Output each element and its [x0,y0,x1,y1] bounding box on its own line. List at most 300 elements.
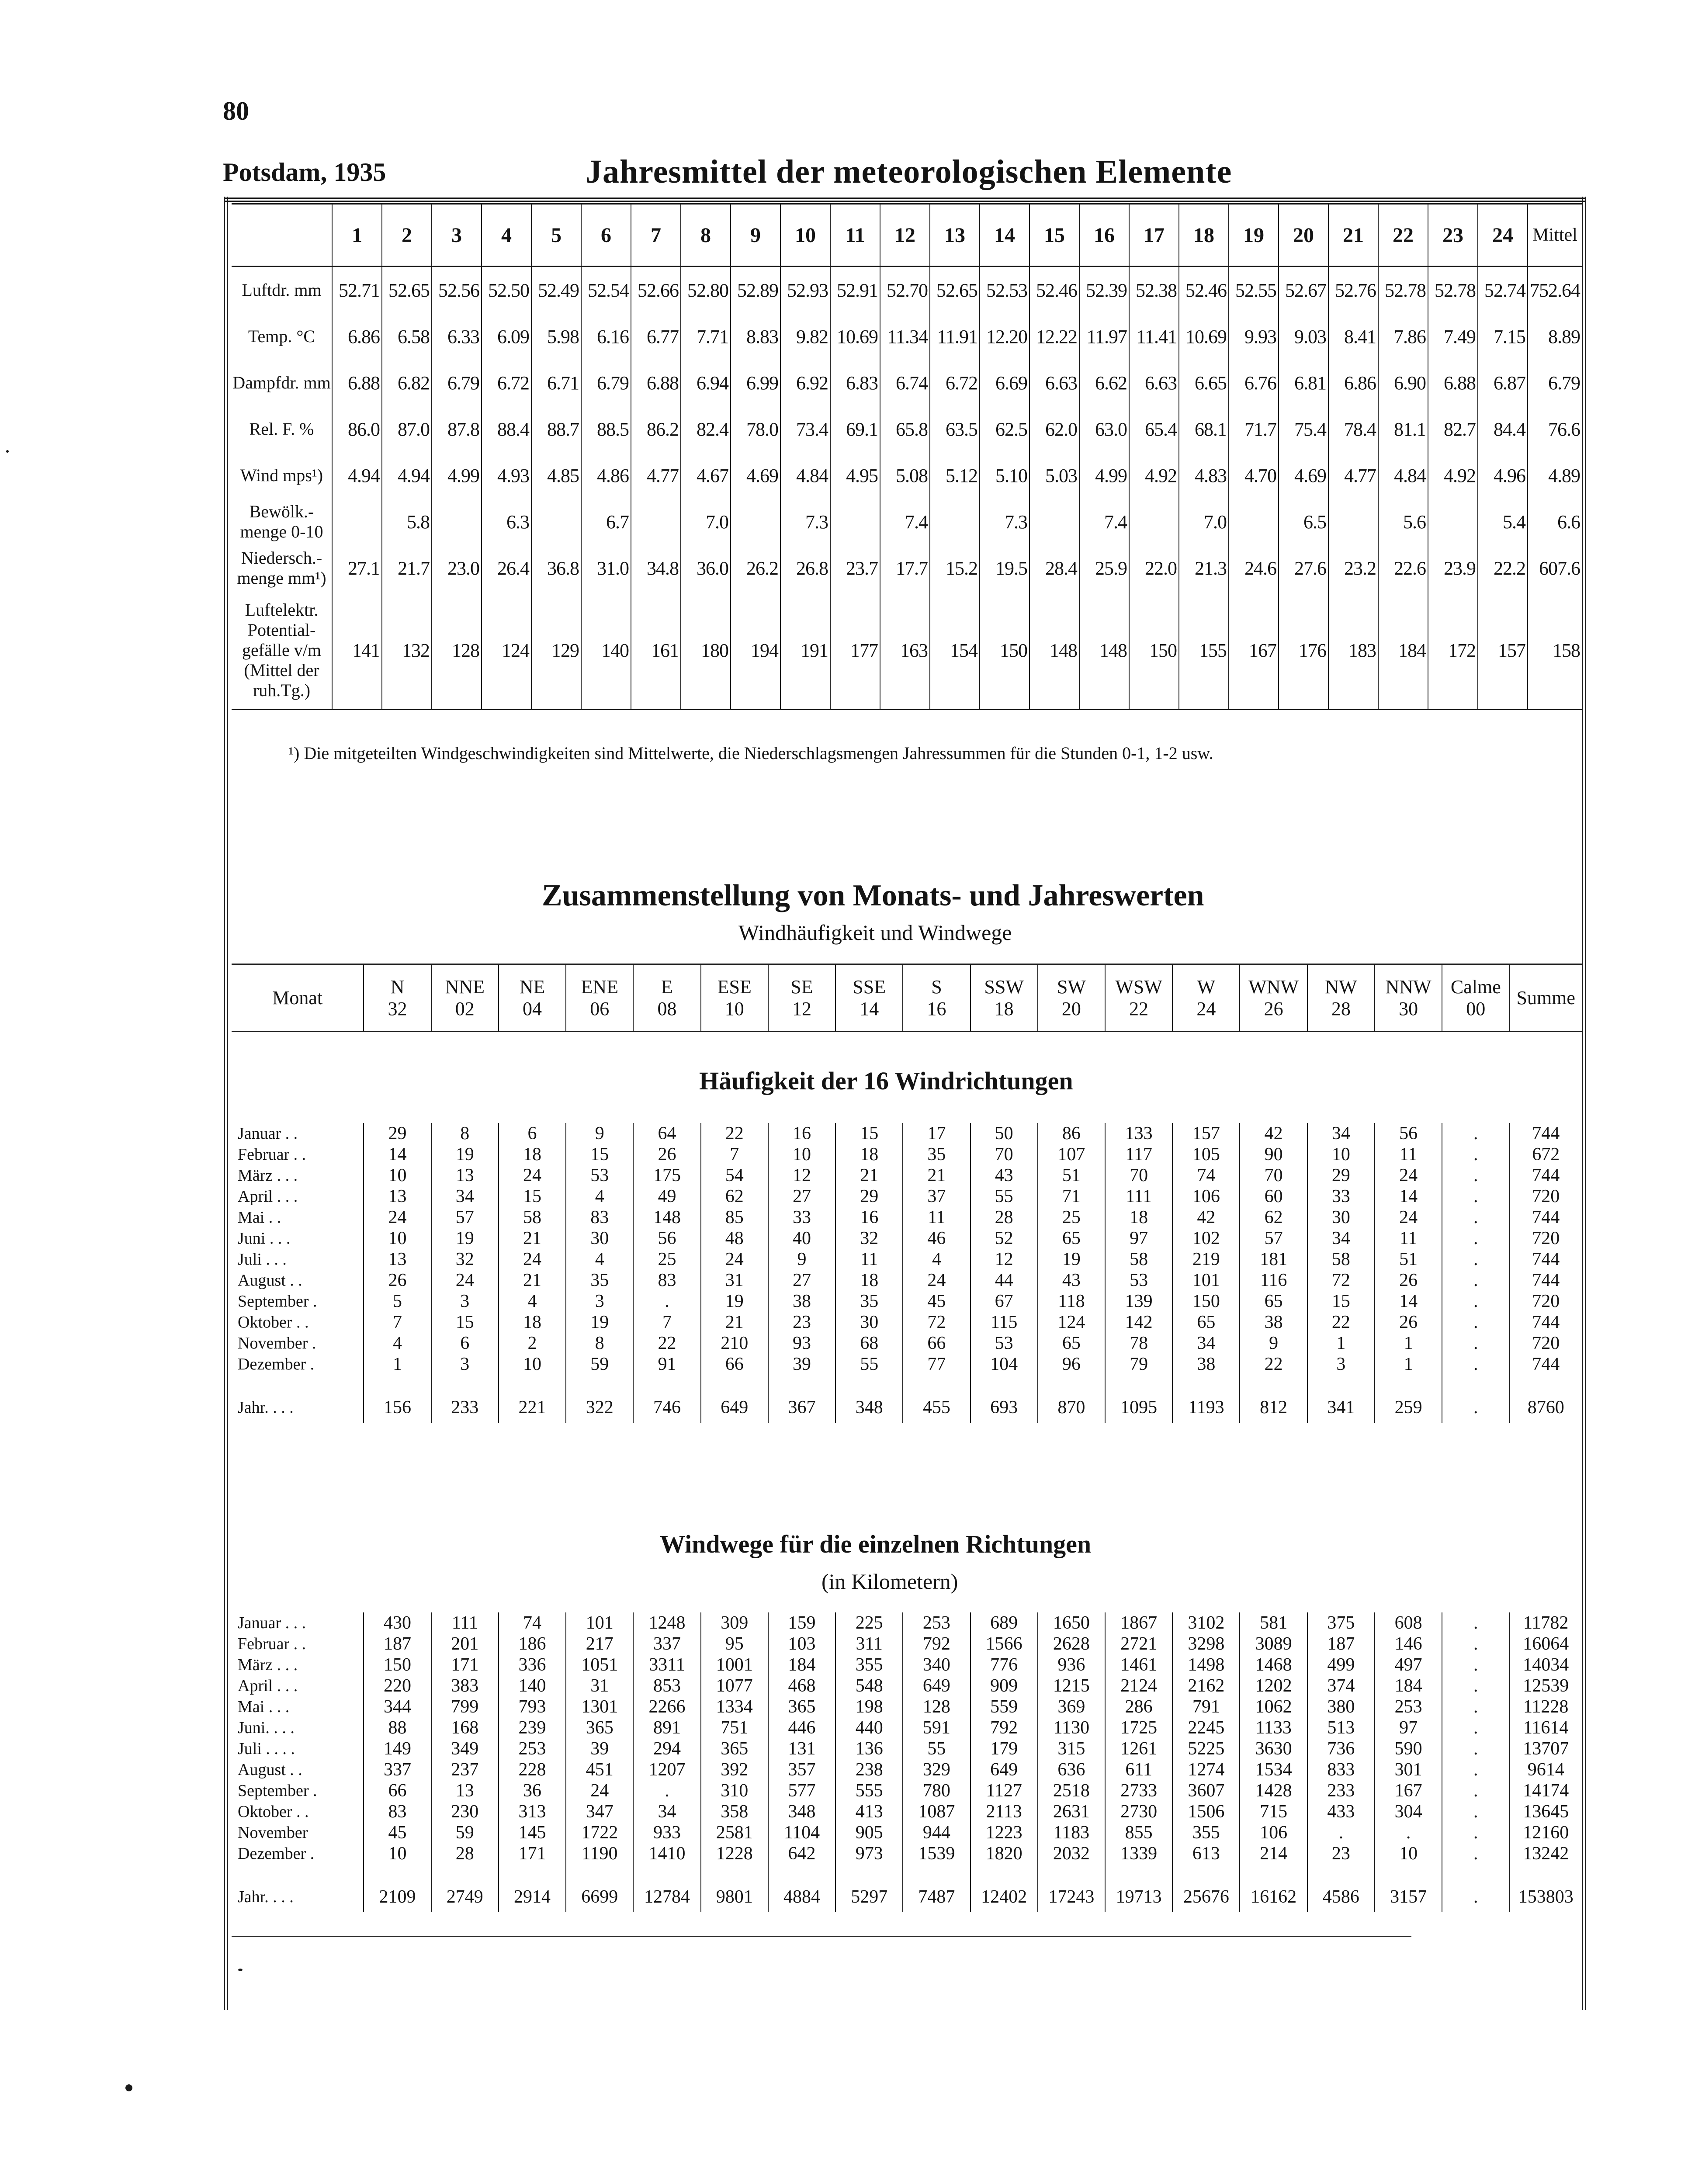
sum-value: 13707 [1509,1738,1582,1759]
count-value: 2266 [633,1696,700,1717]
count-value: 10 [364,1165,431,1186]
count-value: 21 [701,1312,768,1333]
count-value: 133 [1105,1123,1172,1144]
count-value: 19 [431,1144,499,1165]
month-row [232,1633,1582,1654]
hourly-value: 7.3 [980,499,1029,545]
hourly-value: 82.4 [681,406,731,452]
spacer-cell [232,1375,364,1392]
summe-header: Summe [1509,964,1582,1032]
hourly-row [232,406,1582,452]
hourly-value: 31.0 [581,545,631,591]
direction-header [1038,964,1105,1032]
hourly-value: 194 [731,591,780,710]
hourly-value: 4.85 [531,452,581,499]
count-value: 104 [971,1354,1038,1375]
month-row [232,1333,1582,1354]
count-value: 51 [1375,1249,1442,1270]
count-value: 2581 [701,1822,768,1843]
count-value: 83 [566,1207,633,1228]
spacer-cell [1105,1375,1172,1392]
hour-header: 5 [531,204,581,267]
month-label: Dezember . [238,1844,315,1863]
direction-header [633,964,700,1032]
element-label: Dampfdr. mm [232,373,331,392]
mittel-value: 752.64 [1528,267,1582,314]
spacer-cell [971,1864,1038,1882]
hourly-value: 52.93 [780,267,830,314]
count-value: 8 [431,1123,499,1144]
direction-header [701,964,768,1032]
count-value: 3102 [1172,1612,1240,1633]
spacer-cell [1172,1375,1240,1392]
element-label: Wind mps¹) [240,465,323,485]
count-value: 233 [431,1392,499,1423]
count-value: 430 [364,1612,431,1633]
count-value: 171 [499,1843,566,1864]
hourly-value: 52.50 [482,267,531,314]
count-value: 13 [431,1165,499,1186]
count-value: 3 [566,1291,633,1312]
direction-code: 00 [1466,998,1486,1019]
mittel-value: 607.6 [1528,545,1582,591]
count-value: 1506 [1172,1801,1240,1822]
hourly-value: 5.4 [1478,499,1528,545]
hourly-value: 4.77 [1328,452,1378,499]
spacer-cell [903,1864,970,1882]
count-value: 210 [701,1333,768,1354]
year-row [232,1882,1582,1912]
hourly-value: 24.6 [1229,545,1279,591]
count-value: 22 [1307,1312,1375,1333]
direction-name: WNW [1248,976,1299,998]
count-value: 30 [835,1312,903,1333]
count-value: 25676 [1172,1882,1240,1912]
hourly-value: 6.69 [980,360,1029,406]
month-row [232,1738,1582,1759]
windways-title: Windwege für die einzelnen Richtungen [660,1530,1092,1558]
hour-header: 17 [1129,204,1179,267]
spacer-cell [835,1864,903,1882]
count-value: . [633,1780,700,1801]
count-value: 294 [633,1738,700,1759]
direction-code: 02 [455,998,475,1019]
hourly-value: 7.0 [1179,499,1229,545]
month-row [232,1312,1582,1333]
direction-header [1240,964,1307,1032]
count-value: 693 [971,1392,1038,1423]
count-value: 136 [835,1738,903,1759]
hourly-value: 52.53 [980,267,1029,314]
count-value: 1077 [701,1675,768,1696]
sum-value: 720 [1509,1228,1582,1249]
count-value: 301 [1375,1759,1442,1780]
sum-value: 720 [1509,1186,1582,1207]
count-value: 25 [1038,1207,1105,1228]
count-value: 64 [633,1123,700,1144]
count-value: 97 [1105,1228,1172,1249]
hourly-value: 8.41 [1328,313,1378,360]
frame-left-rule [224,197,228,2010]
hour-header: 12 [880,204,930,267]
count-value: 53 [1105,1270,1172,1291]
hourly-value: 129 [531,591,581,710]
hourly-value: 6.63 [1029,360,1079,406]
spacer-cell [1240,1375,1307,1392]
count-value: 39 [768,1354,835,1375]
count-value: 128 [903,1696,970,1717]
page-number: 80 [223,97,249,125]
footnote: ¹) Die mitgeteilten Windgeschwindigkeiten sind Mittelwerte, die Niederschlagsmengen Jahressummen für die Stunden 0-1, 1-2 usw. [288,743,1213,763]
count-value: 59 [566,1354,633,1375]
count-value: 253 [903,1612,970,1633]
count-value: 217 [566,1633,633,1654]
count-value: 4586 [1307,1882,1375,1912]
count-value: 5225 [1172,1738,1240,1759]
hourly-value: 6.82 [382,360,432,406]
count-value: 21 [835,1165,903,1186]
count-value: 10 [364,1843,431,1864]
mittel-value: 158 [1528,591,1582,710]
count-value: 1867 [1105,1612,1172,1633]
count-value: 1248 [633,1612,700,1633]
spacer-cell [1509,1864,1582,1882]
count-value: 2628 [1038,1633,1105,1654]
mittel-value: 4.89 [1528,452,1582,499]
hourly-value [332,499,382,545]
count-value: . [1442,1801,1509,1822]
count-value: 71 [1038,1186,1105,1207]
hourly-value: 150 [980,591,1029,710]
count-value: 10 [1307,1144,1375,1165]
count-value: . [633,1291,700,1312]
count-value: 150 [1172,1291,1240,1312]
hourly-value: 11.34 [880,313,930,360]
hourly-value: 184 [1378,591,1428,710]
count-value: 24 [566,1780,633,1801]
hourly-value: 63.5 [930,406,980,452]
hourly-value: 4.99 [1079,452,1129,499]
count-value: 26 [633,1144,700,1165]
count-value: 179 [971,1738,1038,1759]
count-value: 4 [566,1186,633,1207]
hour-header: 14 [980,204,1029,267]
count-value: 799 [431,1696,499,1717]
spacer-cell [1442,1864,1509,1882]
month-row [232,1144,1582,1165]
hourly-value: 52.78 [1378,267,1428,314]
hourly-value: 12.22 [1029,313,1079,360]
hourly-label-header [232,204,332,267]
windways-table [232,1612,1582,1912]
hourly-value: 78.0 [731,406,780,452]
month-row [232,1186,1582,1207]
count-value: 1001 [701,1654,768,1675]
hourly-value: 4.92 [1129,452,1179,499]
hourly-value: 87.0 [382,406,432,452]
hourly-value: 6.90 [1378,360,1428,406]
month-row [232,1675,1582,1696]
count-value: 2113 [971,1801,1038,1822]
count-value: 23 [1307,1843,1375,1864]
month-row [232,1717,1582,1738]
hourly-value: 52.46 [1179,267,1229,314]
hourly-row [232,545,1582,591]
month-row [232,1822,1582,1843]
hourly-value: 6.71 [531,360,581,406]
count-value: 337 [364,1759,431,1780]
hourly-value: 4.96 [1478,452,1528,499]
spacer-cell [364,1864,431,1882]
count-value: 15 [1307,1291,1375,1312]
hourly-value: 191 [780,591,830,710]
hourly-value: 4.77 [631,452,681,499]
month-label: November [238,1823,308,1842]
count-value: 168 [431,1717,499,1738]
month-row [232,1759,1582,1780]
count-value: 548 [835,1675,903,1696]
sum-value: 744 [1509,1354,1582,1375]
count-value: 10 [1375,1843,1442,1864]
count-value: 111 [1105,1186,1172,1207]
count-value: 29 [835,1186,903,1207]
hourly-value: 75.4 [1279,406,1328,452]
hourly-value: 68.1 [1179,406,1229,452]
count-value: 793 [499,1696,566,1717]
count-value: 106 [1172,1186,1240,1207]
count-value: 175 [633,1165,700,1186]
count-value: 58 [1307,1249,1375,1270]
count-value: . [1442,1249,1509,1270]
count-value: 16162 [1240,1882,1307,1912]
hourly-value: 6.77 [631,313,681,360]
count-value: 70 [1240,1165,1307,1186]
count-value: 214 [1240,1843,1307,1864]
count-value: 57 [431,1207,499,1228]
sum-value: 16064 [1509,1633,1582,1654]
direction-name: SSW [984,976,1024,998]
hourly-value: 6.16 [581,313,631,360]
mittel-value: 6.6 [1528,499,1582,545]
count-value: 58 [499,1207,566,1228]
count-value: 88 [364,1717,431,1738]
month-label: September . [238,1292,317,1310]
direction-name: SW [1057,976,1086,998]
month-label: August . . [238,1271,302,1290]
count-value: 65 [1172,1312,1240,1333]
count-value: 891 [633,1717,700,1738]
count-value: 36 [499,1780,566,1801]
hourly-value: 52.70 [880,267,930,314]
count-value: 367 [768,1392,835,1423]
count-value: 3607 [1172,1780,1240,1801]
count-value: 6 [499,1123,566,1144]
hourly-value: 6.88 [1428,360,1478,406]
count-value: 7 [633,1312,700,1333]
count-value: 55 [971,1186,1038,1207]
count-value: 139 [1105,1291,1172,1312]
direction-name: E [661,976,673,998]
count-value: 7487 [903,1882,970,1912]
hourly-value: 148 [1079,591,1129,710]
hourly-value [1428,499,1478,545]
element-label: Rel. F. % [249,419,314,439]
count-value: 19 [1038,1249,1105,1270]
count-value: 96 [1038,1354,1105,1375]
hourly-value: 52.67 [1279,267,1328,314]
hourly-value: 88.7 [531,406,581,452]
hour-header: 10 [780,204,830,267]
count-value: . [1442,1165,1509,1186]
count-value: . [1442,1207,1509,1228]
hour-header: 8 [681,204,731,267]
count-value: 66 [364,1780,431,1801]
count-value: 16 [835,1207,903,1228]
count-value: 101 [566,1612,633,1633]
count-value: 392 [701,1759,768,1780]
summary-title: Zusammenstellung von Monats- und Jahreswerten [542,879,1204,912]
count-value: 74 [499,1612,566,1633]
count-value: 148 [633,1207,700,1228]
count-value: 83 [364,1801,431,1822]
count-value: 736 [1307,1738,1375,1759]
count-value: 3089 [1240,1633,1307,1654]
count-value: 9801 [701,1882,768,1912]
count-value: 2631 [1038,1801,1105,1822]
hour-header: 15 [1029,204,1079,267]
direction-code: 20 [1061,998,1081,1019]
count-value: 44 [971,1270,1038,1291]
count-value: 15 [566,1144,633,1165]
count-value: 48 [701,1228,768,1249]
count-value: 608 [1375,1612,1442,1633]
count-value: 649 [903,1675,970,1696]
element-label: Luftdr. mm [242,280,322,300]
count-value: 2721 [1105,1633,1172,1654]
month-label: Februar . . [238,1635,306,1653]
count-value: 357 [768,1759,835,1780]
count-value: 468 [768,1675,835,1696]
count-value: 2032 [1038,1843,1105,1864]
count-value: 156 [364,1392,431,1423]
hourly-value: 132 [382,591,432,710]
count-value: 62 [1240,1207,1307,1228]
hourly-value: 4.84 [780,452,830,499]
hourly-value [1129,499,1179,545]
count-value: 649 [971,1759,1038,1780]
count-value: 16 [768,1123,835,1144]
month-label: Mai . . . [238,1698,290,1716]
sum-value: 14174 [1509,1780,1582,1801]
hourly-value: 5.03 [1029,452,1079,499]
count-value: . [1442,1675,1509,1696]
count-value: 577 [768,1780,835,1801]
count-value: . [1442,1270,1509,1291]
count-value: 56 [1375,1123,1442,1144]
count-value: 455 [903,1392,970,1423]
count-value: 1127 [971,1780,1038,1801]
mittel-value: 76.6 [1528,406,1582,452]
sum-value: 12160 [1509,1822,1582,1843]
count-value: 1104 [768,1822,835,1843]
count-value: 3 [431,1354,499,1375]
count-value: 1 [364,1354,431,1375]
month-label: März . . . [238,1166,298,1185]
count-value: 51 [1038,1165,1105,1186]
hourly-value: 6.63 [1129,360,1179,406]
direction-name: S [931,976,942,998]
count-value: 12784 [633,1882,700,1912]
hourly-value: 6.81 [1279,360,1328,406]
count-value: 513 [1307,1717,1375,1738]
count-value: 3157 [1375,1882,1442,1912]
direction-header [903,964,970,1032]
direction-code: 22 [1129,998,1149,1019]
count-value: 433 [1307,1801,1375,1822]
hourly-value: 21.3 [1179,545,1229,591]
hourly-value: 124 [482,591,531,710]
count-value: 1 [1307,1333,1375,1354]
count-value: 23 [768,1312,835,1333]
count-value: 65 [1038,1333,1105,1354]
count-value: 413 [835,1801,903,1822]
count-value: 62 [701,1186,768,1207]
count-value: 65 [1038,1228,1105,1249]
count-value: . [1442,1392,1509,1423]
count-value: 32 [431,1249,499,1270]
count-value: 1223 [971,1822,1038,1843]
count-value: 649 [701,1392,768,1423]
count-value: 1215 [1038,1675,1105,1696]
count-value: 2124 [1105,1675,1172,1696]
hourly-value: 52.54 [581,267,631,314]
hourly-value: 128 [432,591,482,710]
month-label: April . . . [238,1677,298,1695]
count-value: 315 [1038,1738,1105,1759]
hourly-value: 26.4 [482,545,531,591]
month-row [232,1696,1582,1717]
count-value: 973 [835,1843,903,1864]
hourly-value: 155 [1179,591,1229,710]
spacer-cell [633,1864,700,1882]
spacer-row [232,1375,1582,1392]
count-value: 446 [768,1717,835,1738]
count-value: 24 [364,1207,431,1228]
hourly-value: 7.15 [1478,313,1528,360]
hourly-value: 177 [830,591,880,710]
hourly-value: 7.71 [681,313,731,360]
hourly-value: 73.4 [780,406,830,452]
hourly-value: 19.5 [980,545,1029,591]
hourly-value: 12.20 [980,313,1029,360]
month-row [232,1612,1582,1633]
hourly-value: 4.69 [1279,452,1328,499]
count-value: 142 [1105,1312,1172,1333]
hourly-value: 6.83 [830,360,880,406]
hourly-value: 5.12 [930,452,980,499]
count-value: 72 [1307,1270,1375,1291]
direction-code: 32 [388,998,407,1019]
hourly-value [1229,499,1279,545]
count-value: 4 [499,1291,566,1312]
direction-header [1172,964,1240,1032]
direction-name: NW [1325,976,1357,998]
month-row [232,1270,1582,1291]
count-value: 286 [1105,1696,1172,1717]
count-value: 12 [971,1249,1038,1270]
count-value: 1183 [1038,1822,1105,1843]
hourly-value: 5.10 [980,452,1029,499]
